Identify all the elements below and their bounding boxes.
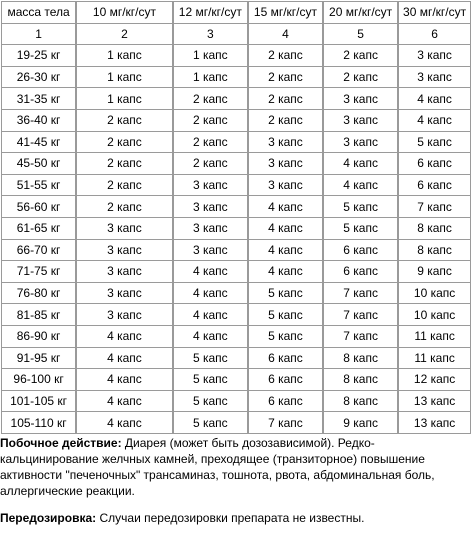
- table-row: [1, 88, 471, 110]
- dose-cell: 6 капс: [323, 240, 398, 262]
- dose-cell: 4 капс: [173, 261, 248, 283]
- weight-cell: 36-40 кг: [1, 110, 76, 132]
- table-number-row: [1, 24, 471, 46]
- dose-cell: 5 капс: [323, 196, 398, 218]
- dose-cell: 3 капс: [248, 132, 323, 154]
- weight-cell: 76-80 кг: [1, 283, 76, 305]
- dose-cell: 4 капс: [323, 153, 398, 175]
- dose-cell: 3 капс: [248, 175, 323, 197]
- dose-cell: 2 капс: [248, 88, 323, 110]
- dose-cell: 1 капс: [173, 45, 248, 67]
- dose-cell: 3 капс: [398, 45, 471, 67]
- dose-cell: 8 капс: [323, 348, 398, 370]
- dose-cell: 5 капс: [323, 218, 398, 240]
- dose-cell: 2 капс: [76, 110, 173, 132]
- dosage-table-body: [1, 1, 471, 434]
- weight-cell: 101-105 кг: [1, 391, 76, 413]
- weight-cell: 86-90 кг: [1, 326, 76, 348]
- column-number: 4: [248, 24, 323, 46]
- dose-cell: 4 капс: [248, 261, 323, 283]
- table-row: [1, 412, 471, 434]
- dose-cell: 3 капс: [76, 304, 173, 326]
- header-cell-dose-15: 15 мг/кг/сут: [248, 1, 323, 24]
- dose-cell: 4 капс: [76, 391, 173, 413]
- table-row: [1, 261, 471, 283]
- column-number: 6: [398, 24, 471, 46]
- header-cell-dose-30: 30 мг/кг/сут: [398, 1, 471, 24]
- dose-cell: 3 капс: [173, 196, 248, 218]
- weight-cell: 45-50 кг: [1, 153, 76, 175]
- dose-cell: 3 капс: [248, 153, 323, 175]
- dose-cell: 7 капс: [323, 326, 398, 348]
- dose-cell: 11 капс: [398, 348, 471, 370]
- weight-cell: 51-55 кг: [1, 175, 76, 197]
- dose-cell: 1 капс: [76, 67, 173, 89]
- header-cell-dose-20: 20 мг/кг/сут: [323, 1, 398, 24]
- column-number: 2: [76, 24, 173, 46]
- dose-cell: 8 капс: [323, 391, 398, 413]
- dose-cell: 5 капс: [173, 412, 248, 434]
- dose-cell: 6 капс: [323, 261, 398, 283]
- header-cell-dose-12: 12 мг/кг/сут: [173, 1, 248, 24]
- dose-cell: 2 капс: [76, 132, 173, 154]
- overdose-heading: Передозировка:: [0, 511, 97, 525]
- dose-cell: 3 капс: [173, 240, 248, 262]
- dose-cell: 3 капс: [323, 132, 398, 154]
- dose-cell: 7 капс: [323, 304, 398, 326]
- table-row: [1, 326, 471, 348]
- dose-cell: 2 капс: [323, 45, 398, 67]
- dose-cell: 2 капс: [248, 67, 323, 89]
- dose-cell: 13 капс: [398, 391, 471, 413]
- dose-cell: 4 капс: [398, 88, 471, 110]
- overdose-text: Случаи передозировки препарата не известны.: [96, 511, 365, 525]
- table-row: [1, 283, 471, 305]
- table-row: [1, 391, 471, 413]
- dose-cell: 4 капс: [248, 218, 323, 240]
- dose-cell: 3 капс: [323, 110, 398, 132]
- table-row: [1, 240, 471, 262]
- dose-cell: 3 капс: [76, 283, 173, 305]
- table-row: [1, 132, 471, 154]
- header-cell-dose-10: 10 мг/кг/сут: [76, 1, 173, 24]
- dose-cell: 3 капс: [398, 67, 471, 89]
- dose-cell: 2 капс: [76, 175, 173, 197]
- dose-cell: 6 капс: [248, 369, 323, 391]
- table-row: [1, 369, 471, 391]
- dose-cell: 11 капс: [398, 326, 471, 348]
- dose-cell: 2 капс: [248, 45, 323, 67]
- table-row: [1, 45, 471, 67]
- dose-cell: 4 капс: [76, 412, 173, 434]
- dose-cell: 9 капс: [323, 412, 398, 434]
- dose-cell: 5 капс: [173, 369, 248, 391]
- dose-cell: 2 капс: [173, 153, 248, 175]
- dose-cell: 8 капс: [398, 240, 471, 262]
- dose-cell: 4 капс: [76, 326, 173, 348]
- dose-cell: 8 капс: [398, 218, 471, 240]
- dose-cell: 5 капс: [248, 304, 323, 326]
- weight-cell: 105-110 кг: [1, 412, 76, 434]
- dose-cell: 5 капс: [248, 326, 323, 348]
- dosage-table: [1, 1, 471, 434]
- dose-cell: 2 капс: [248, 110, 323, 132]
- dose-cell: 9 капс: [398, 261, 471, 283]
- dose-cell: 5 капс: [398, 132, 471, 154]
- dose-cell: 3 капс: [323, 88, 398, 110]
- weight-cell: 66-70 кг: [1, 240, 76, 262]
- side-effects-text: Диарея (может быть дозозависимой). Редко- кальцинирование желчных камней, преходящее (транзиторное) повышение активности "печеночных" трансаминаз, тошнота, рвота, абдоминальная боль, аллергические реакции.: [0, 436, 435, 498]
- dose-cell: 8 капс: [323, 369, 398, 391]
- weight-cell: 26-30 кг: [1, 67, 76, 89]
- dose-cell: 3 капс: [173, 175, 248, 197]
- dose-cell: 4 капс: [398, 110, 471, 132]
- dose-cell: 2 капс: [173, 110, 248, 132]
- dose-cell: 2 капс: [173, 88, 248, 110]
- dose-cell: 4 капс: [173, 304, 248, 326]
- table-row: [1, 218, 471, 240]
- weight-cell: 61-65 кг: [1, 218, 76, 240]
- dose-cell: 1 капс: [76, 88, 173, 110]
- weight-cell: 19-25 кг: [1, 45, 76, 67]
- dose-cell: 2 капс: [76, 196, 173, 218]
- dose-cell: 4 капс: [248, 196, 323, 218]
- dose-cell: 4 капс: [173, 283, 248, 305]
- weight-cell: 91-95 кг: [1, 348, 76, 370]
- dose-cell: 4 капс: [323, 175, 398, 197]
- weight-cell: 71-75 кг: [1, 261, 76, 283]
- dose-cell: 1 капс: [173, 67, 248, 89]
- dose-cell: 5 капс: [173, 348, 248, 370]
- header-cell-weight: масса тела: [1, 1, 76, 24]
- weight-cell: 31-35 кг: [1, 88, 76, 110]
- dose-cell: 3 капс: [76, 261, 173, 283]
- table-row: [1, 196, 471, 218]
- column-number: 3: [173, 24, 248, 46]
- dose-cell: 2 капс: [323, 67, 398, 89]
- dose-cell: 7 капс: [323, 283, 398, 305]
- dose-cell: 2 капс: [173, 132, 248, 154]
- weight-cell: 56-60 кг: [1, 196, 76, 218]
- table-row: [1, 67, 471, 89]
- dose-cell: 7 капс: [398, 196, 471, 218]
- table-row: [1, 175, 471, 197]
- overdose-paragraph: [0, 510, 470, 526]
- dose-cell: 10 капс: [398, 304, 471, 326]
- weight-cell: 41-45 кг: [1, 132, 76, 154]
- dose-cell: 12 капс: [398, 369, 471, 391]
- dose-cell: 7 капс: [248, 412, 323, 434]
- table-row: [1, 348, 471, 370]
- dose-cell: 4 капс: [76, 369, 173, 391]
- dose-cell: 6 капс: [398, 153, 471, 175]
- dose-cell: 5 капс: [248, 283, 323, 305]
- dose-cell: 4 капс: [173, 326, 248, 348]
- side-effects-heading: Побочное действие:: [0, 436, 122, 450]
- table-row: [1, 304, 471, 326]
- table-header-row: [1, 1, 471, 24]
- dose-cell: 4 капс: [248, 240, 323, 262]
- dose-cell: 1 капс: [76, 45, 173, 67]
- column-number: 1: [1, 24, 76, 46]
- side-effects-paragraph: [0, 435, 470, 499]
- dose-cell: 6 капс: [248, 348, 323, 370]
- dose-cell: 13 капс: [398, 412, 471, 434]
- dose-cell: 10 капс: [398, 283, 471, 305]
- dose-cell: 3 капс: [76, 218, 173, 240]
- dose-cell: 2 капс: [76, 153, 173, 175]
- dose-cell: 5 капс: [173, 391, 248, 413]
- dose-cell: 4 капс: [76, 348, 173, 370]
- table-row: [1, 153, 471, 175]
- weight-cell: 96-100 кг: [1, 369, 76, 391]
- dose-cell: 6 капс: [398, 175, 471, 197]
- dose-cell: 3 капс: [173, 218, 248, 240]
- column-number: 5: [323, 24, 398, 46]
- weight-cell: 81-85 кг: [1, 304, 76, 326]
- table-row: [1, 110, 471, 132]
- dose-cell: 6 капс: [248, 391, 323, 413]
- dose-cell: 3 капс: [76, 240, 173, 262]
